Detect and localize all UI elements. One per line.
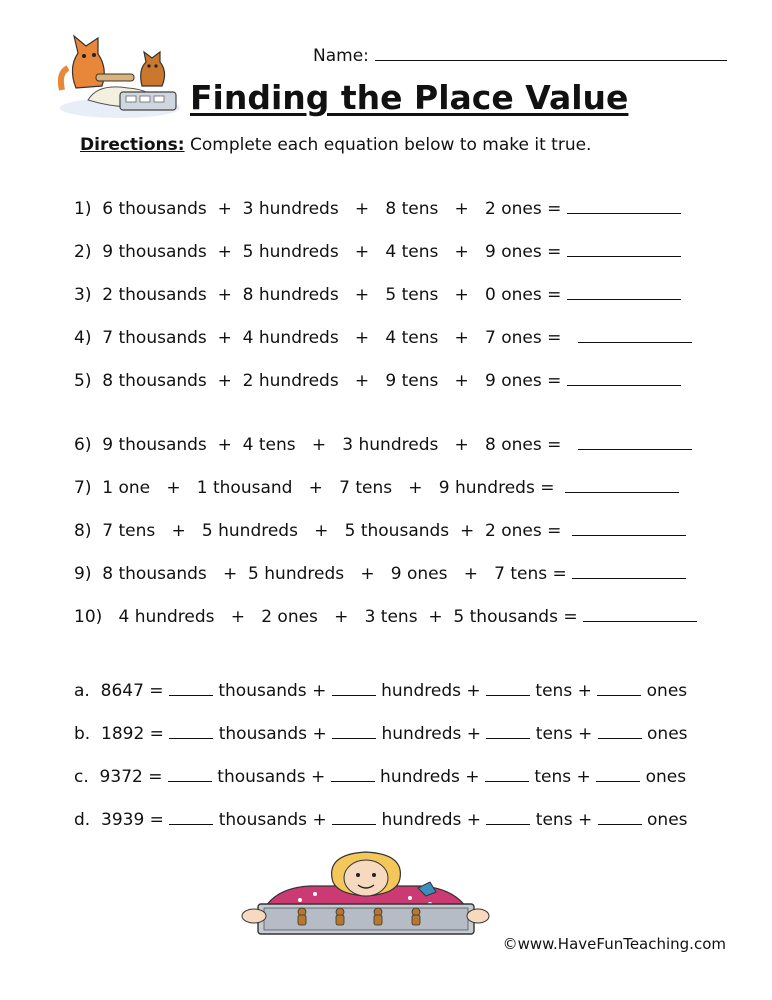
equation-text: 10) 4 hundreds + 2 ones + 3 tens + 5 thousands = [74, 607, 583, 627]
tens-word: tens + [530, 810, 598, 830]
equation-text: 8) 7 tens + 5 hundreds + 5 thousands + 2 ones = [74, 521, 573, 541]
hundreds-blank[interactable] [332, 725, 376, 739]
equation-text: 4) 7 thousands + 4 hundreds + 4 tens + 7 ones = [74, 328, 578, 348]
expansion-prefix: c. 9372 = [74, 767, 168, 787]
page-title: Finding the Place Value [190, 78, 629, 117]
directions [80, 135, 591, 155]
ones-word: ones [641, 810, 688, 830]
equation-row [74, 478, 679, 498]
ones-word: ones [641, 724, 688, 744]
answer-blank[interactable] [572, 522, 686, 536]
equation-row [74, 285, 681, 305]
hundreds-blank[interactable] [331, 768, 375, 782]
name-blank-line[interactable] [375, 46, 727, 61]
hundreds-word: hundreds + [376, 810, 487, 830]
ones-word: ones [640, 767, 687, 787]
hundreds-word: hundreds + [374, 767, 485, 787]
thousands-blank[interactable] [169, 725, 213, 739]
answer-blank[interactable] [567, 372, 681, 386]
equation-text: 1) 6 thousands + 3 hundreds + 8 tens + 2 ones = [74, 199, 567, 219]
answer-blank[interactable] [567, 243, 681, 257]
expansion-row [74, 767, 686, 787]
thousands-blank[interactable] [169, 682, 213, 696]
equation-text: 2) 9 thousands + 5 hundreds + 4 tens + 9 ones = [74, 242, 567, 262]
equation-row [74, 435, 692, 455]
equation-text: 9) 8 thousands + 5 hundreds + 9 ones + 7 tens = [74, 564, 573, 584]
thousands-word: thousands + [211, 767, 331, 787]
expansion-prefix: a. 8647 = [74, 681, 169, 701]
copyright-footer: ©www.HaveFunTeaching.com [502, 935, 726, 953]
answer-blank[interactable] [578, 329, 692, 343]
ones-blank[interactable] [598, 725, 642, 739]
answer-blank[interactable] [578, 436, 692, 450]
expansion-row [74, 724, 688, 744]
expansion-row [74, 810, 688, 830]
thousands-blank[interactable] [169, 811, 213, 825]
baking-foxes-illustration [58, 28, 183, 120]
answer-blank[interactable] [567, 200, 681, 214]
ones-word: ones [641, 681, 688, 701]
equation-row [74, 564, 686, 584]
equation-row [74, 242, 681, 262]
answer-blank[interactable] [565, 479, 679, 493]
equation-text: 6) 9 thousands + 4 tens + 3 hundreds + 8 ones = [74, 435, 578, 455]
directions-text: Complete each equation below to make it true. [184, 135, 592, 155]
hundreds-word: hundreds + [376, 724, 487, 744]
answer-blank[interactable] [572, 565, 686, 579]
name-field[interactable] [313, 46, 727, 66]
tens-word: tens + [528, 767, 597, 787]
equation-row [74, 521, 686, 541]
expansion-prefix: d. 3939 = [74, 810, 170, 830]
equation-text: 3) 2 thousands + 8 hundreds + 5 tens + 0 ones = [74, 285, 567, 305]
tens-blank[interactable] [486, 682, 530, 696]
equation-row [74, 199, 681, 219]
thousands-word: thousands + [213, 810, 333, 830]
answer-blank[interactable] [583, 608, 697, 622]
name-label: Name: [313, 46, 369, 66]
thousands-word: thousands + [213, 724, 333, 744]
ones-blank[interactable] [596, 768, 640, 782]
expansion-prefix: b. 1892 = [74, 724, 170, 744]
equation-text: 7) 1 one + 1 thousand + 7 tens + 9 hundreds = [74, 478, 566, 498]
tens-word: tens + [530, 724, 598, 744]
equation-text: 5) 8 thousands + 2 hundreds + 9 tens + 9 ones = [74, 371, 567, 391]
tens-blank[interactable] [486, 725, 530, 739]
equation-row [74, 328, 692, 348]
thousands-blank[interactable] [168, 768, 212, 782]
expansion-row [74, 681, 687, 701]
tens-blank[interactable] [485, 768, 529, 782]
thousands-word: thousands + [212, 681, 332, 701]
hundreds-blank[interactable] [332, 682, 376, 696]
equation-row [74, 371, 681, 391]
tens-blank[interactable] [486, 811, 530, 825]
hundreds-word: hundreds + [375, 681, 487, 701]
ones-blank[interactable] [598, 811, 642, 825]
answer-blank[interactable] [567, 286, 681, 300]
tens-word: tens + [530, 681, 598, 701]
hundreds-blank[interactable] [332, 811, 376, 825]
gingerbread-baker-illustration [240, 848, 490, 940]
ones-blank[interactable] [597, 682, 641, 696]
equation-row [74, 607, 697, 627]
directions-label: Directions: [80, 135, 185, 155]
